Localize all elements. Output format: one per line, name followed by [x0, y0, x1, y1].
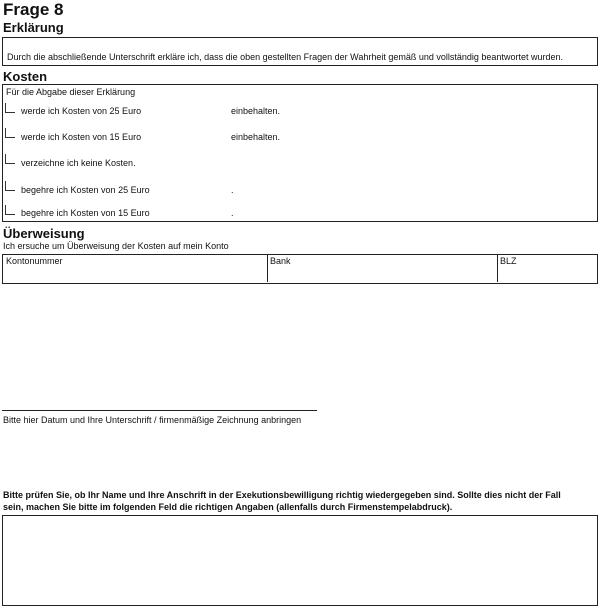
kosten-intro: Für die Abgabe dieser Erklärung: [6, 87, 136, 97]
ueberweisung-intro: Ich ersuche um Überweisung der Kosten auf mein Konto: [3, 241, 229, 251]
kosten-option-3-checkbox[interactable]: [5, 154, 15, 164]
bank-field[interactable]: [267, 255, 498, 282]
erklaerung-heading: Erklärung: [3, 20, 64, 35]
ueberweisung-heading: Überweisung: [3, 226, 85, 241]
kosten-option-4-label: begehre ich Kosten von 25 Euro: [21, 185, 150, 195]
kosten-box: [2, 84, 598, 222]
address-note-line1: Bitte prüfen Sie, ob Ihr Name und Ihre Anschrift in der Exekutionsbewilligung richtig wiedergegeben sind. Sollte dies nicht der Fall: [3, 490, 561, 500]
blz-field[interactable]: [497, 255, 596, 282]
kosten-option-2-suffix: einbehalten.: [231, 132, 281, 142]
bank-table: [2, 254, 598, 284]
kosten-option-3-label: verzeichne ich keine Kosten.: [21, 158, 136, 168]
kontonummer-field[interactable]: [3, 255, 268, 282]
address-note-line2: sein, machen Sie bitte im folgenden Feld die richtigen Angaben (allenfalls durch Firmenstempelabdruck).: [3, 502, 453, 512]
kosten-option-1-suffix: einbehalten.: [231, 106, 281, 116]
kontonummer-label: Kontonummer: [6, 256, 63, 266]
erklaerung-box: [2, 37, 598, 66]
page-title: Frage 8: [3, 0, 64, 19]
kosten-heading: Kosten: [3, 69, 48, 84]
blz-label: BLZ: [500, 256, 517, 266]
kosten-option-4-checkbox[interactable]: [5, 181, 15, 191]
kosten-option-1-label: werde ich Kosten von 25 Euro: [21, 106, 142, 116]
bank-label: Bank: [270, 256, 291, 266]
signature-caption: Bitte hier Datum und Ihre Unterschrift / firmenmäßige Zeichnung anbringen: [3, 415, 302, 425]
kosten-option-5-label: begehre ich Kosten von 15 Euro: [21, 208, 150, 218]
kosten-option-2-label: werde ich Kosten von 15 Euro: [21, 132, 142, 142]
address-correction-field[interactable]: [2, 515, 598, 606]
kosten-option-1-checkbox[interactable]: [5, 103, 15, 113]
kosten-option-4-suffix: .: [231, 185, 234, 195]
signature-line[interactable]: [2, 410, 317, 411]
kosten-option-5-checkbox[interactable]: [5, 205, 15, 215]
kosten-option-5-suffix: .: [231, 208, 234, 218]
erklaerung-text: Durch die abschließende Unterschrift erkläre ich, dass die oben gestellten Fragen der Wahrheit gemäß und vollständig beantwortet wurden.: [7, 52, 563, 62]
kosten-option-2-checkbox[interactable]: [5, 128, 15, 138]
